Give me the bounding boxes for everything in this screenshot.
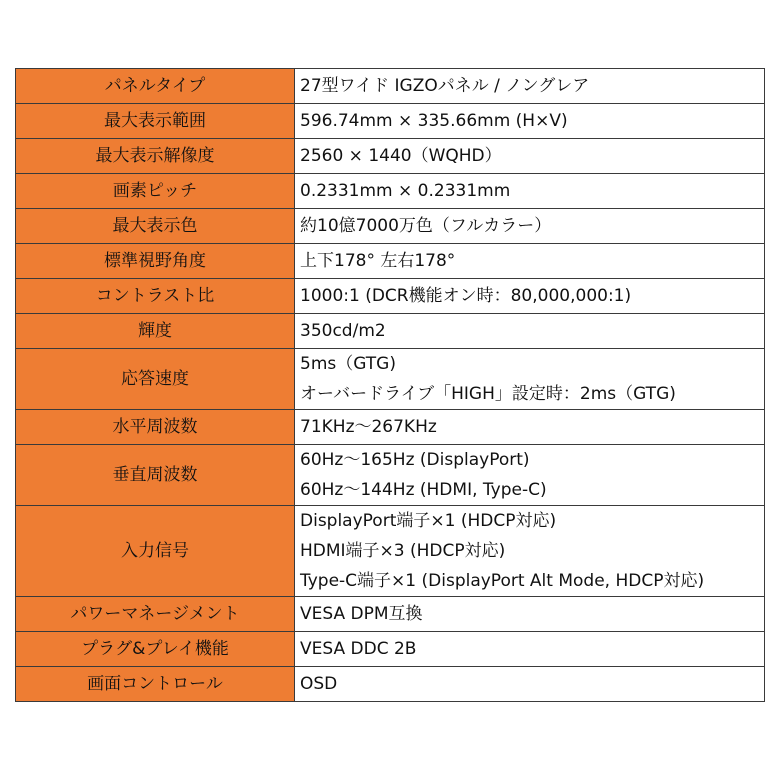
spec-value: Type-C端子×1 (DisplayPort Alt Mode, HDCP対応) (300, 571, 705, 591)
spec-value-cell (295, 139, 765, 174)
spec-value: 2560 × 1440（WQHD） (300, 146, 502, 166)
spec-value: VESA DDC 2B (300, 639, 417, 659)
spec-label: 輝度 (16, 314, 295, 349)
spec-label: 最大表示色 (16, 209, 295, 244)
spec-value-cell (295, 69, 765, 104)
spec-row (16, 244, 765, 279)
spec-value: 5ms（GTG) (300, 354, 396, 374)
spec-value-cell (295, 314, 765, 349)
spec-value: 60Hz～165Hz (DisplayPort) (300, 450, 530, 470)
spec-row (16, 410, 765, 445)
spec-label: パワーマネージメント (16, 597, 295, 632)
spec-value-cell (295, 209, 765, 244)
spec-label: パネルタイプ (16, 69, 295, 104)
spec-value: 上下178° 左右178° (300, 251, 456, 271)
spec-row (16, 506, 765, 597)
spec-value: DisplayPort端子×1 (HDCP対応) (300, 511, 557, 531)
spec-label: 最大表示範囲 (16, 104, 295, 139)
spec-row (16, 667, 765, 702)
spec-row (16, 349, 765, 410)
spec-label: 画面コントロール (16, 667, 295, 702)
spec-value: 1000:1 (DCR機能オン時：80,000,000:1) (300, 286, 632, 306)
spec-row (16, 445, 765, 506)
spec-value-cell (295, 410, 765, 445)
spec-value: 71KHz～267KHz (300, 417, 437, 437)
spec-value-cell (295, 506, 765, 597)
spec-label: 応答速度 (16, 349, 295, 410)
spec-value: 596.74mm × 335.66mm (H×V) (300, 111, 568, 131)
spec-value: 350cd/m2 (300, 321, 386, 341)
spec-value-cell (295, 445, 765, 506)
spec-row (16, 279, 765, 314)
spec-label: コントラスト比 (16, 279, 295, 314)
spec-label: 最大表示解像度 (16, 139, 295, 174)
spec-label: 画素ピッチ (16, 174, 295, 209)
spec-label: プラグ&プレイ機能 (16, 632, 295, 667)
spec-value-cell (295, 244, 765, 279)
spec-value-cell (295, 104, 765, 139)
spec-label: 入力信号 (16, 506, 295, 597)
spec-value: VESA DPM互換 (300, 604, 423, 624)
spec-row (16, 632, 765, 667)
spec-label: 標準視野角度 (16, 244, 295, 279)
spec-row (16, 314, 765, 349)
spec-row (16, 104, 765, 139)
spec-value-cell (295, 174, 765, 209)
spec-value: 約10億7000万色（フルカラー） (300, 216, 552, 236)
spec-value: 27型ワイド IGZOパネル / ノングレア (300, 76, 590, 96)
spec-value-cell (295, 667, 765, 702)
spec-label: 垂直周波数 (16, 445, 295, 506)
spec-label: 水平周波数 (16, 410, 295, 445)
spec-value: HDMI端子×3 (HDCP対応) (300, 541, 506, 561)
spec-value-cell (295, 597, 765, 632)
spec-value-cell (295, 279, 765, 314)
spec-row (16, 139, 765, 174)
spec-row (16, 597, 765, 632)
spec-row (16, 69, 765, 104)
spec-value-cell (295, 632, 765, 667)
spec-value: OSD (300, 674, 338, 694)
spec-row (16, 174, 765, 209)
spec-table (15, 68, 765, 702)
spec-value-cell (295, 349, 765, 410)
spec-value: 60Hz～144Hz (HDMI, Type-C) (300, 480, 547, 500)
spec-value: オーバードライブ「HIGH」設定時：2ms（GTG) (300, 384, 676, 404)
spec-value: 0.2331mm × 0.2331mm (300, 181, 511, 201)
spec-table-body (16, 69, 765, 702)
spec-row (16, 209, 765, 244)
